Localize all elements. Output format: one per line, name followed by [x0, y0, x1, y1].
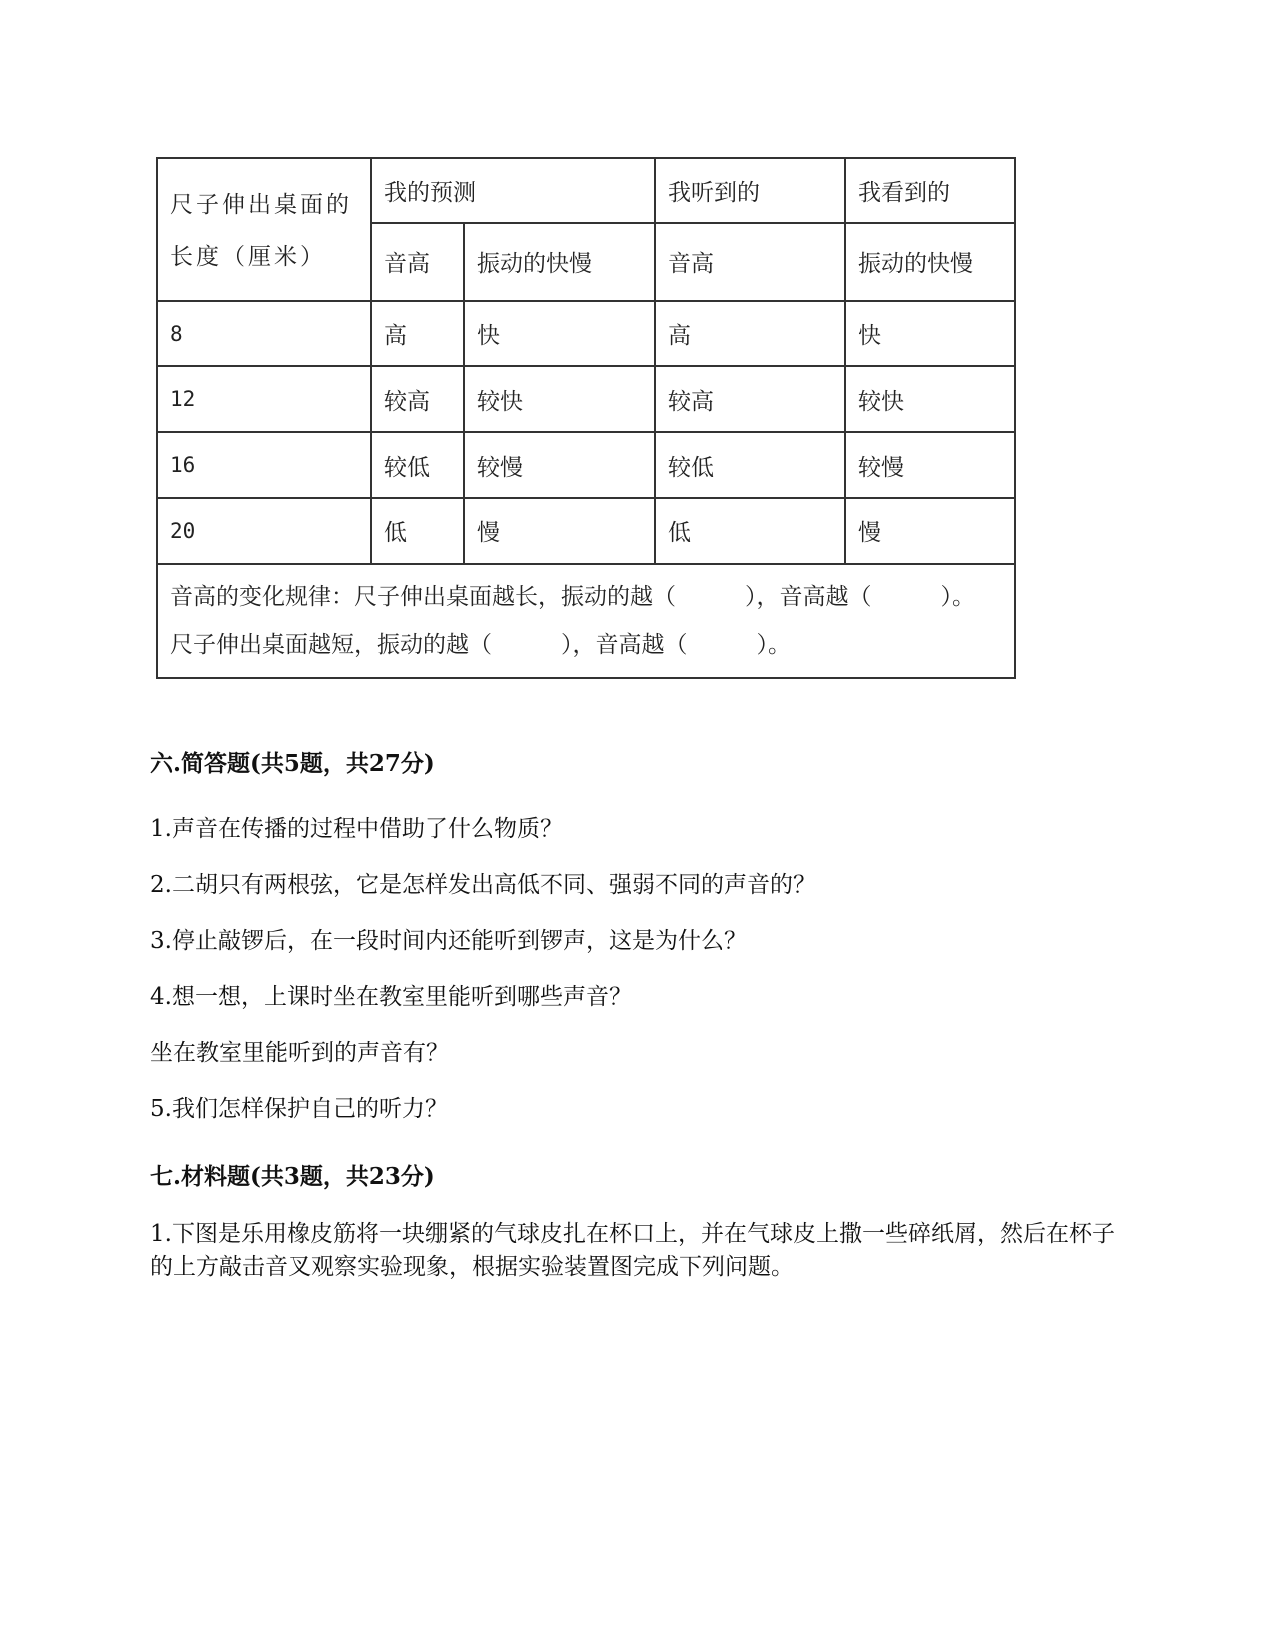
predict-speed-cell: 慢 [464, 498, 655, 564]
predict-pitch-cell: 较低 [371, 432, 464, 498]
predict-speed-cell: 较快 [464, 366, 655, 432]
table-row [157, 366, 1015, 432]
predict-pitch-cell: 较高 [371, 366, 464, 432]
hear-pitch-cell: 高 [655, 301, 845, 367]
pitch-rule-line-1: 音高的变化规律：尺子伸出桌面越长，振动的越（ ），音高越（ ）。 [170, 583, 975, 610]
length-column-header: 尺子伸出桌面的长度（厘米） [157, 158, 371, 301]
question-6-4-subprompt: 坐在教室里能听到的声音有？ [150, 1040, 449, 1066]
see-speed-cell: 慢 [845, 498, 1015, 564]
question-6-4: 4.想一想，上课时坐在教室里能听到哪些声音？ [150, 984, 632, 1010]
predict-pitch-header: 音高 [371, 223, 464, 301]
predict-speed-cell: 较慢 [464, 432, 655, 498]
question-6-1: 1.声音在传播的过程中借助了什么物质？ [150, 816, 563, 842]
length-cell: 16 [157, 432, 371, 498]
hear-pitch-cell: 低 [655, 498, 845, 564]
question-7-1: 1.下图是乐用橡皮筋将一块绷紧的气球皮扎在杯口上，并在气球皮上撒一些碎纸屑，然后在杯子的上方敲击音叉观察实验现象，根据实验装置图完成下列问题。 [150, 1221, 1115, 1280]
pitch-rule-cell [157, 564, 1015, 678]
hear-pitch-cell: 较高 [655, 366, 845, 432]
table-row [157, 498, 1015, 564]
length-cell: 8 [157, 301, 371, 367]
question-6-2: 2.二胡只有两根弦，它是怎样发出高低不同、强弱不同的声音的？ [150, 872, 816, 898]
table-row [157, 432, 1015, 498]
predict-pitch-cell: 低 [371, 498, 464, 564]
section-7-heading: 七.材料题(共3题，共23分) [150, 1163, 435, 1190]
see-speed-header: 振动的快慢 [845, 223, 1015, 301]
hear-pitch-cell: 较低 [655, 432, 845, 498]
table-row [157, 301, 1015, 367]
pitch-rule-line-2: 尺子伸出桌面越短，振动的越（ ），音高越（ ）。 [170, 631, 791, 658]
sound-experiment-table [156, 157, 1016, 679]
question-6-3: 3.停止敲锣后，在一段时间内还能听到锣声，这是为什么？ [150, 928, 747, 954]
predict-group-header: 我的预测 [371, 158, 655, 223]
predict-speed-header: 振动的快慢 [464, 223, 655, 301]
hear-pitch-header: 音高 [655, 223, 845, 301]
see-speed-cell: 较快 [845, 366, 1015, 432]
see-speed-cell: 快 [845, 301, 1015, 367]
see-speed-cell: 较慢 [845, 432, 1015, 498]
predict-speed-cell: 快 [464, 301, 655, 367]
section-6-heading: 六.简答题(共5题，共27分) [150, 750, 435, 777]
see-group-header: 我看到的 [845, 158, 1015, 223]
length-cell: 12 [157, 366, 371, 432]
question-6-5: 5.我们怎样保护自己的听力？ [150, 1096, 448, 1122]
hear-group-header: 我听到的 [655, 158, 845, 223]
predict-pitch-cell: 高 [371, 301, 464, 367]
length-cell: 20 [157, 498, 371, 564]
